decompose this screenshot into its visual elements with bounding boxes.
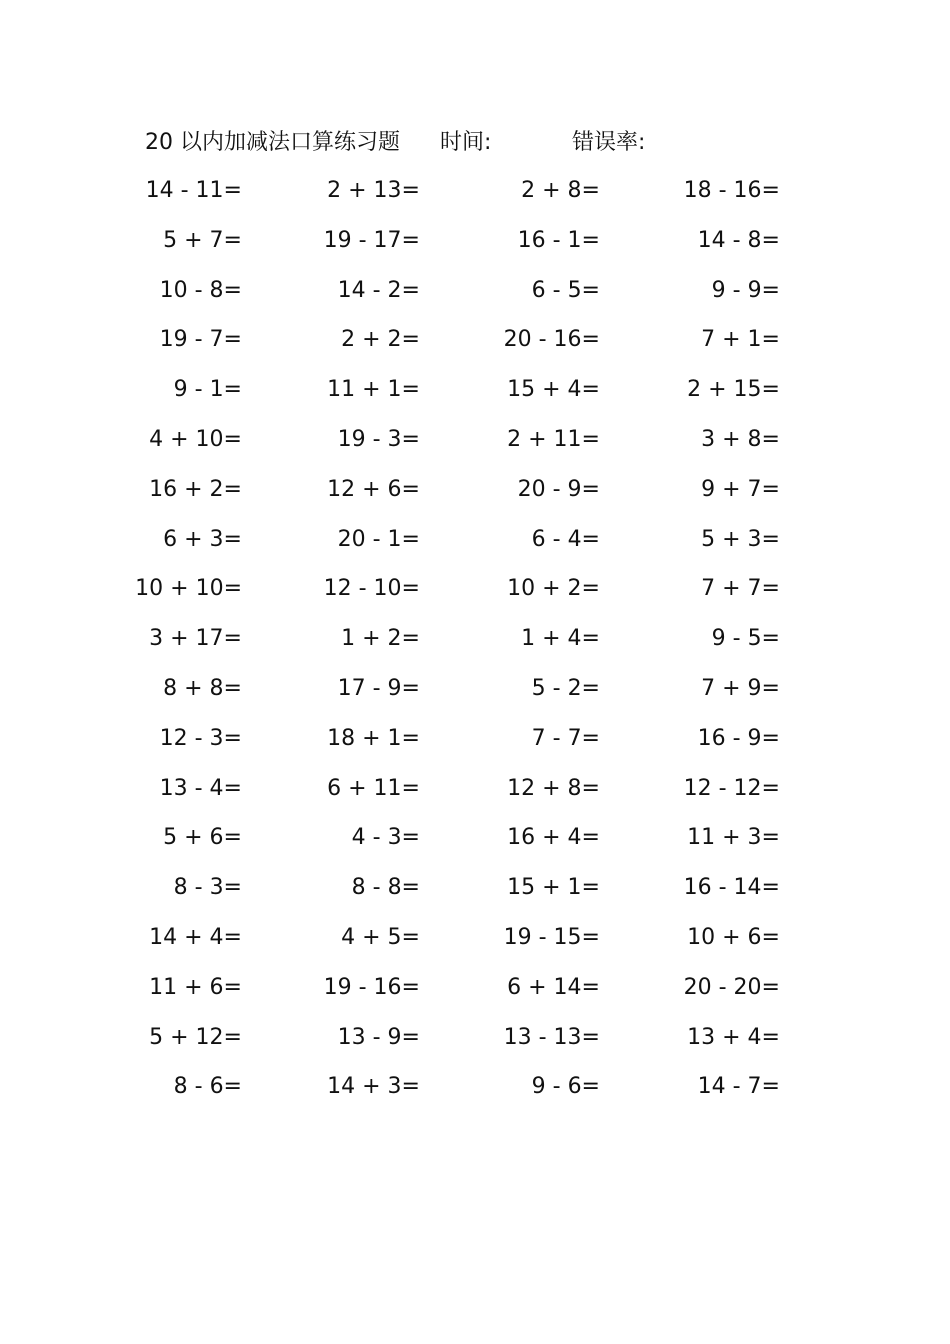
problem-item: 5 + 3= xyxy=(701,526,780,552)
problem-item: 2 + 15= xyxy=(687,377,780,403)
error-rate-label: 错误率: xyxy=(572,130,646,155)
problem-item: 16 + 2= xyxy=(149,476,242,502)
problem-item: 14 - 2= xyxy=(337,277,420,303)
problem-item: 3 + 17= xyxy=(149,626,242,652)
problem-item: 13 + 4= xyxy=(687,1024,780,1050)
worksheet-header xyxy=(0,126,950,160)
problem-item: 17 - 9= xyxy=(337,675,420,701)
problem-item: 19 - 16= xyxy=(323,974,420,1000)
problem-item: 16 + 4= xyxy=(507,825,600,851)
problem-item: 8 + 8= xyxy=(163,675,242,701)
problem-item: 10 + 10= xyxy=(135,576,242,602)
problem-item: 9 + 7= xyxy=(701,476,780,502)
problem-row xyxy=(0,971,950,1021)
problem-item: 19 - 15= xyxy=(503,924,600,950)
problem-item: 12 + 6= xyxy=(327,476,420,502)
problem-item: 12 - 3= xyxy=(159,725,242,751)
problem-item: 11 + 1= xyxy=(327,377,420,403)
problem-item: 5 + 7= xyxy=(163,227,242,253)
problem-row xyxy=(0,772,950,822)
problem-row xyxy=(0,672,950,722)
problem-item: 15 + 4= xyxy=(507,377,600,403)
problem-item: 1 + 4= xyxy=(521,626,600,652)
problem-row xyxy=(0,821,950,871)
problem-item: 5 + 12= xyxy=(149,1024,242,1050)
problem-item: 13 - 9= xyxy=(337,1024,420,1050)
problem-row xyxy=(0,423,950,473)
problem-row xyxy=(0,274,950,324)
problem-item: 6 + 14= xyxy=(507,974,600,1000)
problem-item: 14 + 3= xyxy=(327,1074,420,1100)
problem-item: 20 - 16= xyxy=(503,327,600,353)
problem-item: 14 - 7= xyxy=(697,1074,780,1100)
problem-row xyxy=(0,1021,950,1071)
problem-item: 19 - 3= xyxy=(337,426,420,452)
problem-item: 20 - 9= xyxy=(517,476,600,502)
problem-item: 7 + 9= xyxy=(701,675,780,701)
problem-item: 6 - 5= xyxy=(531,277,600,303)
problem-item: 6 + 3= xyxy=(163,526,242,552)
problem-item: 16 - 1= xyxy=(517,227,600,253)
problem-item: 13 - 13= xyxy=(503,1024,600,1050)
problem-row xyxy=(0,373,950,423)
problem-row xyxy=(0,323,950,373)
problem-item: 15 + 1= xyxy=(507,875,600,901)
problem-item: 2 + 8= xyxy=(521,178,600,203)
problem-item: 9 - 6= xyxy=(531,1074,600,1100)
problem-item: 4 - 3= xyxy=(351,825,420,851)
problem-row xyxy=(0,572,950,622)
problem-item: 2 + 13= xyxy=(327,178,420,203)
problem-item: 3 + 8= xyxy=(701,426,780,452)
problem-item: 11 + 3= xyxy=(687,825,780,851)
problem-item: 10 - 8= xyxy=(159,277,242,303)
problem-item: 9 - 1= xyxy=(173,377,242,403)
problem-row xyxy=(0,473,950,523)
problem-item: 10 + 2= xyxy=(507,576,600,602)
problem-item: 20 - 1= xyxy=(337,526,420,552)
problem-item: 12 + 8= xyxy=(507,775,600,801)
problem-row xyxy=(0,1070,950,1120)
problem-item: 6 - 4= xyxy=(531,526,600,552)
problem-row xyxy=(0,523,950,573)
problem-row xyxy=(0,622,950,672)
problem-item: 2 + 2= xyxy=(341,327,420,353)
problem-item: 14 + 4= xyxy=(149,924,242,950)
problem-item: 7 + 7= xyxy=(701,576,780,602)
problem-item: 4 + 5= xyxy=(341,924,420,950)
problem-item: 16 - 14= xyxy=(683,875,780,901)
worksheet-title: 20 以内加减法口算练习题 xyxy=(145,130,400,155)
time-label: 时间: xyxy=(440,130,492,155)
problem-row xyxy=(0,174,950,224)
problem-item: 8 - 6= xyxy=(173,1074,242,1100)
problem-item: 18 + 1= xyxy=(327,725,420,751)
problem-item: 14 - 11= xyxy=(145,178,242,203)
problem-item: 2 + 11= xyxy=(507,426,600,452)
problem-item: 12 - 12= xyxy=(683,775,780,801)
problem-item: 5 - 2= xyxy=(531,675,600,701)
problem-row xyxy=(0,871,950,921)
problem-item: 8 - 3= xyxy=(173,875,242,901)
problem-grid xyxy=(0,174,950,1120)
problem-item: 4 + 10= xyxy=(149,426,242,452)
problem-item: 6 + 11= xyxy=(327,775,420,801)
problem-item: 8 - 8= xyxy=(351,875,420,901)
problem-item: 19 - 17= xyxy=(323,227,420,253)
problem-item: 14 - 8= xyxy=(697,227,780,253)
problem-item: 11 + 6= xyxy=(149,974,242,1000)
problem-item: 19 - 7= xyxy=(159,327,242,353)
problem-item: 12 - 10= xyxy=(323,576,420,602)
problem-row xyxy=(0,224,950,274)
problem-item: 13 - 4= xyxy=(159,775,242,801)
problem-item: 1 + 2= xyxy=(341,626,420,652)
problem-item: 5 + 6= xyxy=(163,825,242,851)
problem-item: 9 - 5= xyxy=(711,626,780,652)
problem-row xyxy=(0,921,950,971)
problem-item: 18 - 16= xyxy=(683,178,780,203)
problem-item: 10 + 6= xyxy=(687,924,780,950)
problem-item: 9 - 9= xyxy=(711,277,780,303)
problem-item: 7 - 7= xyxy=(531,725,600,751)
problem-item: 7 + 1= xyxy=(701,327,780,353)
problem-item: 16 - 9= xyxy=(697,725,780,751)
problem-item: 20 - 20= xyxy=(683,974,780,1000)
problem-row xyxy=(0,722,950,772)
